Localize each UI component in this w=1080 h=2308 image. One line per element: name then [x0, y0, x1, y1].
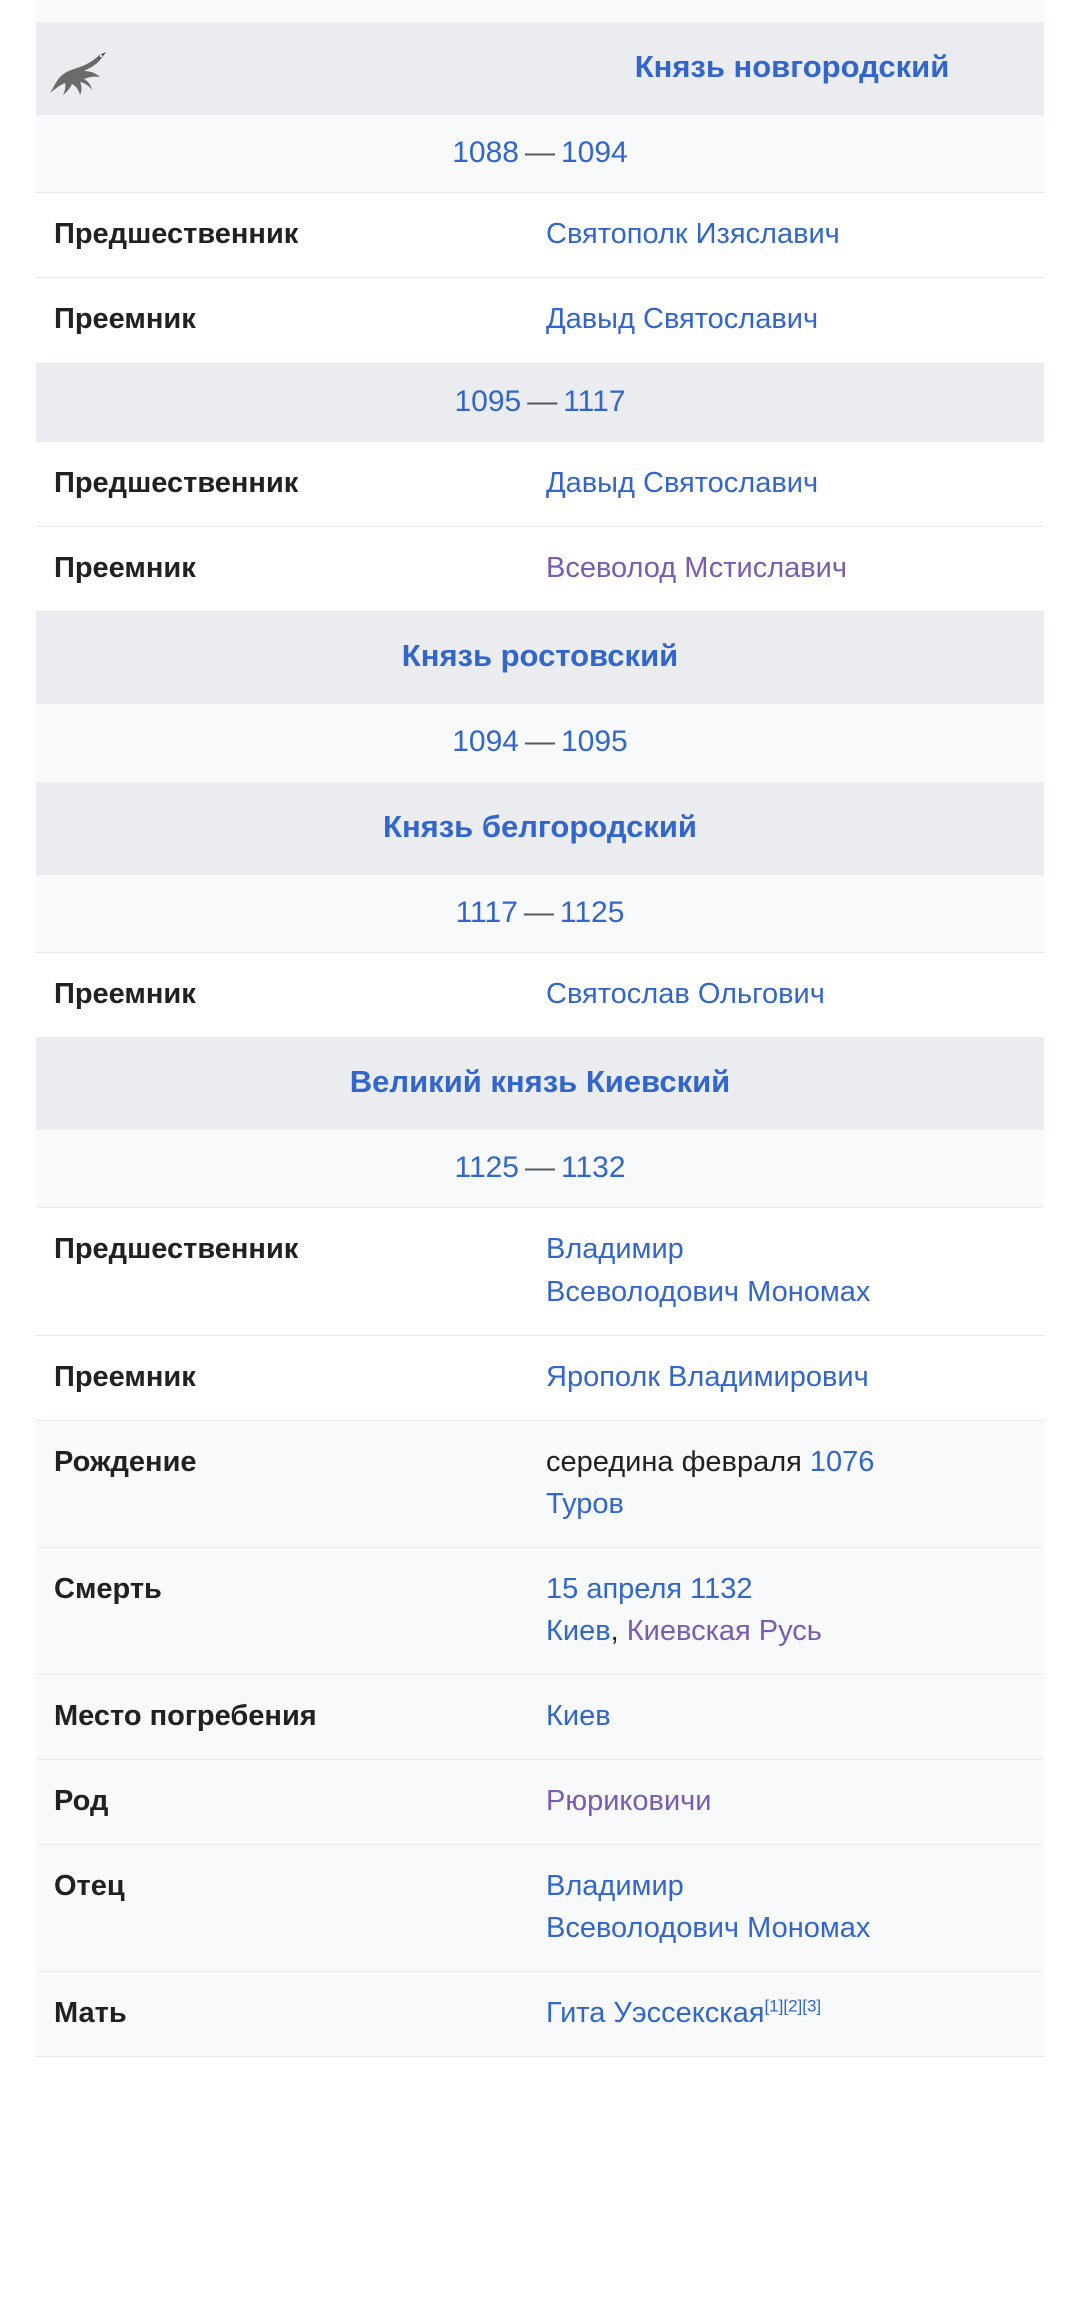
table-row [36, 1335, 1044, 1420]
birth-place-link[interactable]: Туров [546, 1487, 624, 1520]
row-label: Преемник [36, 1335, 540, 1420]
reign-end-link[interactable]: 1095 [561, 725, 628, 759]
reign-start-link[interactable]: 1095 [454, 384, 522, 418]
section-header-row [36, 612, 1044, 704]
table-row [36, 1420, 1044, 1547]
predecessor-link-line2[interactable]: Всеволодович Мономах [546, 1275, 871, 1308]
successor-link[interactable]: Ярополк Владимирович [546, 1360, 869, 1393]
successor-link[interactable]: Всеволод Мстиславич [546, 552, 847, 585]
row-value [540, 442, 1044, 527]
section-header-cell [36, 1038, 1044, 1130]
reign-dates-row [36, 114, 1044, 193]
death-city-link[interactable]: Киев [546, 1614, 611, 1647]
table-row [36, 442, 1044, 527]
row-label: Отец [36, 1844, 540, 1971]
father-link-line1[interactable]: Владимир [546, 1869, 684, 1902]
table-row [36, 953, 1044, 1038]
row-value [540, 278, 1044, 363]
reign-dates-cell [36, 114, 1044, 193]
death-place-separator: , [610, 1614, 627, 1647]
section-header-row [36, 23, 1044, 115]
reign-start-link[interactable]: 1088 [452, 135, 519, 169]
row-value [540, 527, 1044, 612]
dynasty-link[interactable]: Рюриковичи [546, 1784, 712, 1817]
row-value [540, 193, 1044, 278]
infobox-body [36, 0, 1044, 2057]
reign-dates-row [36, 874, 1044, 953]
successor-link[interactable]: Святослав Ольгович [546, 978, 825, 1010]
row-label: Преемник [36, 953, 540, 1038]
burial-place-link[interactable]: Киев [546, 1699, 611, 1732]
father-link-line2[interactable]: Всеволодович Мономах [546, 1911, 871, 1944]
reign-dash: — [525, 1150, 555, 1184]
predecessor-link[interactable]: Святополк Изяславич [546, 218, 840, 251]
row-label: Предшественник [36, 193, 540, 278]
reign-dates-row [36, 704, 1044, 783]
reign-dash: — [527, 384, 558, 418]
section-header-row [36, 782, 1044, 874]
reign-dates-row [36, 1129, 1044, 1208]
reign-start-link[interactable]: 1125 [454, 1150, 519, 1184]
predecessor-link[interactable]: Давыд Святославич [546, 467, 819, 500]
section-header-cell [36, 782, 1044, 874]
birth-date-text: середина февраля [546, 1445, 810, 1478]
row-value [540, 1420, 1044, 1547]
table-row [36, 1972, 1044, 2057]
reign-end-link[interactable]: 1094 [561, 135, 628, 169]
row-label: Преемник [36, 278, 540, 363]
reign-dash: — [523, 895, 554, 929]
section-header-cell [540, 23, 1044, 115]
reign-end-link[interactable]: 1125 [559, 895, 625, 929]
reign-dates-cell [36, 1129, 1044, 1208]
reign-dates-cell [36, 874, 1044, 953]
birth-date-line [546, 1441, 1030, 1483]
table-row [36, 1208, 1044, 1335]
row-value [540, 1972, 1044, 2057]
row-value [540, 1335, 1044, 1420]
reign-end-link[interactable]: 1117 [563, 384, 626, 418]
predecessor-link-line1[interactable]: Владимир [546, 1233, 684, 1266]
infobox-top-strip [36, 0, 1044, 23]
reign-start-link[interactable]: 1117 [455, 895, 518, 929]
section-header-row [36, 1038, 1044, 1130]
row-value [540, 1547, 1044, 1674]
reign-start-link[interactable]: 1094 [452, 725, 519, 759]
reign-dates-row [36, 363, 1044, 442]
table-row [36, 1547, 1044, 1674]
infobox-table [36, 0, 1044, 2057]
reign-dates-cell [36, 704, 1044, 783]
reign-dash: — [525, 135, 555, 169]
row-label: Мать [36, 1972, 540, 2057]
top-strip-cell [36, 0, 1044, 23]
section-title: Князь ростовский [401, 638, 679, 674]
table-row [36, 193, 1044, 278]
death-date-link[interactable]: 15 апреля 1132 [546, 1572, 753, 1605]
reference-markers [764, 1996, 821, 2015]
section-title: Великий князь Киевский [349, 1064, 731, 1100]
reference-1[interactable]: [1] [764, 1996, 784, 2016]
row-label: Место погребения [36, 1674, 540, 1759]
reign-dash: — [525, 725, 555, 759]
death-state-link[interactable]: Киевская Русь [626, 1614, 822, 1647]
row-label: Рождение [36, 1420, 540, 1547]
row-value [540, 1674, 1044, 1759]
successor-link[interactable]: Давыд Святославич [546, 303, 819, 336]
row-label: Предшественник [36, 1208, 540, 1335]
section-header-cell [36, 612, 1044, 704]
reign-dates-cell [36, 363, 1044, 442]
birth-year-link[interactable]: 1076 [809, 1445, 875, 1478]
row-label: Предшественник [36, 442, 540, 527]
row-value [540, 953, 1044, 1038]
table-row [36, 1674, 1044, 1759]
row-label: Преемник [36, 527, 540, 612]
section-title: Князь белгородский [383, 808, 697, 844]
section-title: Князь новгородский [634, 49, 950, 84]
coat-of-arms-lion-icon [36, 23, 540, 115]
reference-3[interactable]: [3] [802, 1996, 822, 2016]
death-place-line [546, 1610, 1030, 1652]
row-value [540, 1759, 1044, 1844]
mother-link[interactable]: Гита Уэссекская [546, 1997, 765, 2029]
table-row [36, 278, 1044, 363]
table-row [36, 527, 1044, 612]
table-row [36, 1759, 1044, 1844]
row-label: Смерть [36, 1547, 540, 1674]
row-value [540, 1208, 1044, 1335]
table-row [36, 1844, 1044, 1971]
row-value [540, 1844, 1044, 1971]
row-label: Род [36, 1759, 540, 1844]
reign-end-link[interactable]: 1132 [561, 1150, 626, 1184]
reference-2[interactable]: [2] [783, 1996, 803, 2016]
